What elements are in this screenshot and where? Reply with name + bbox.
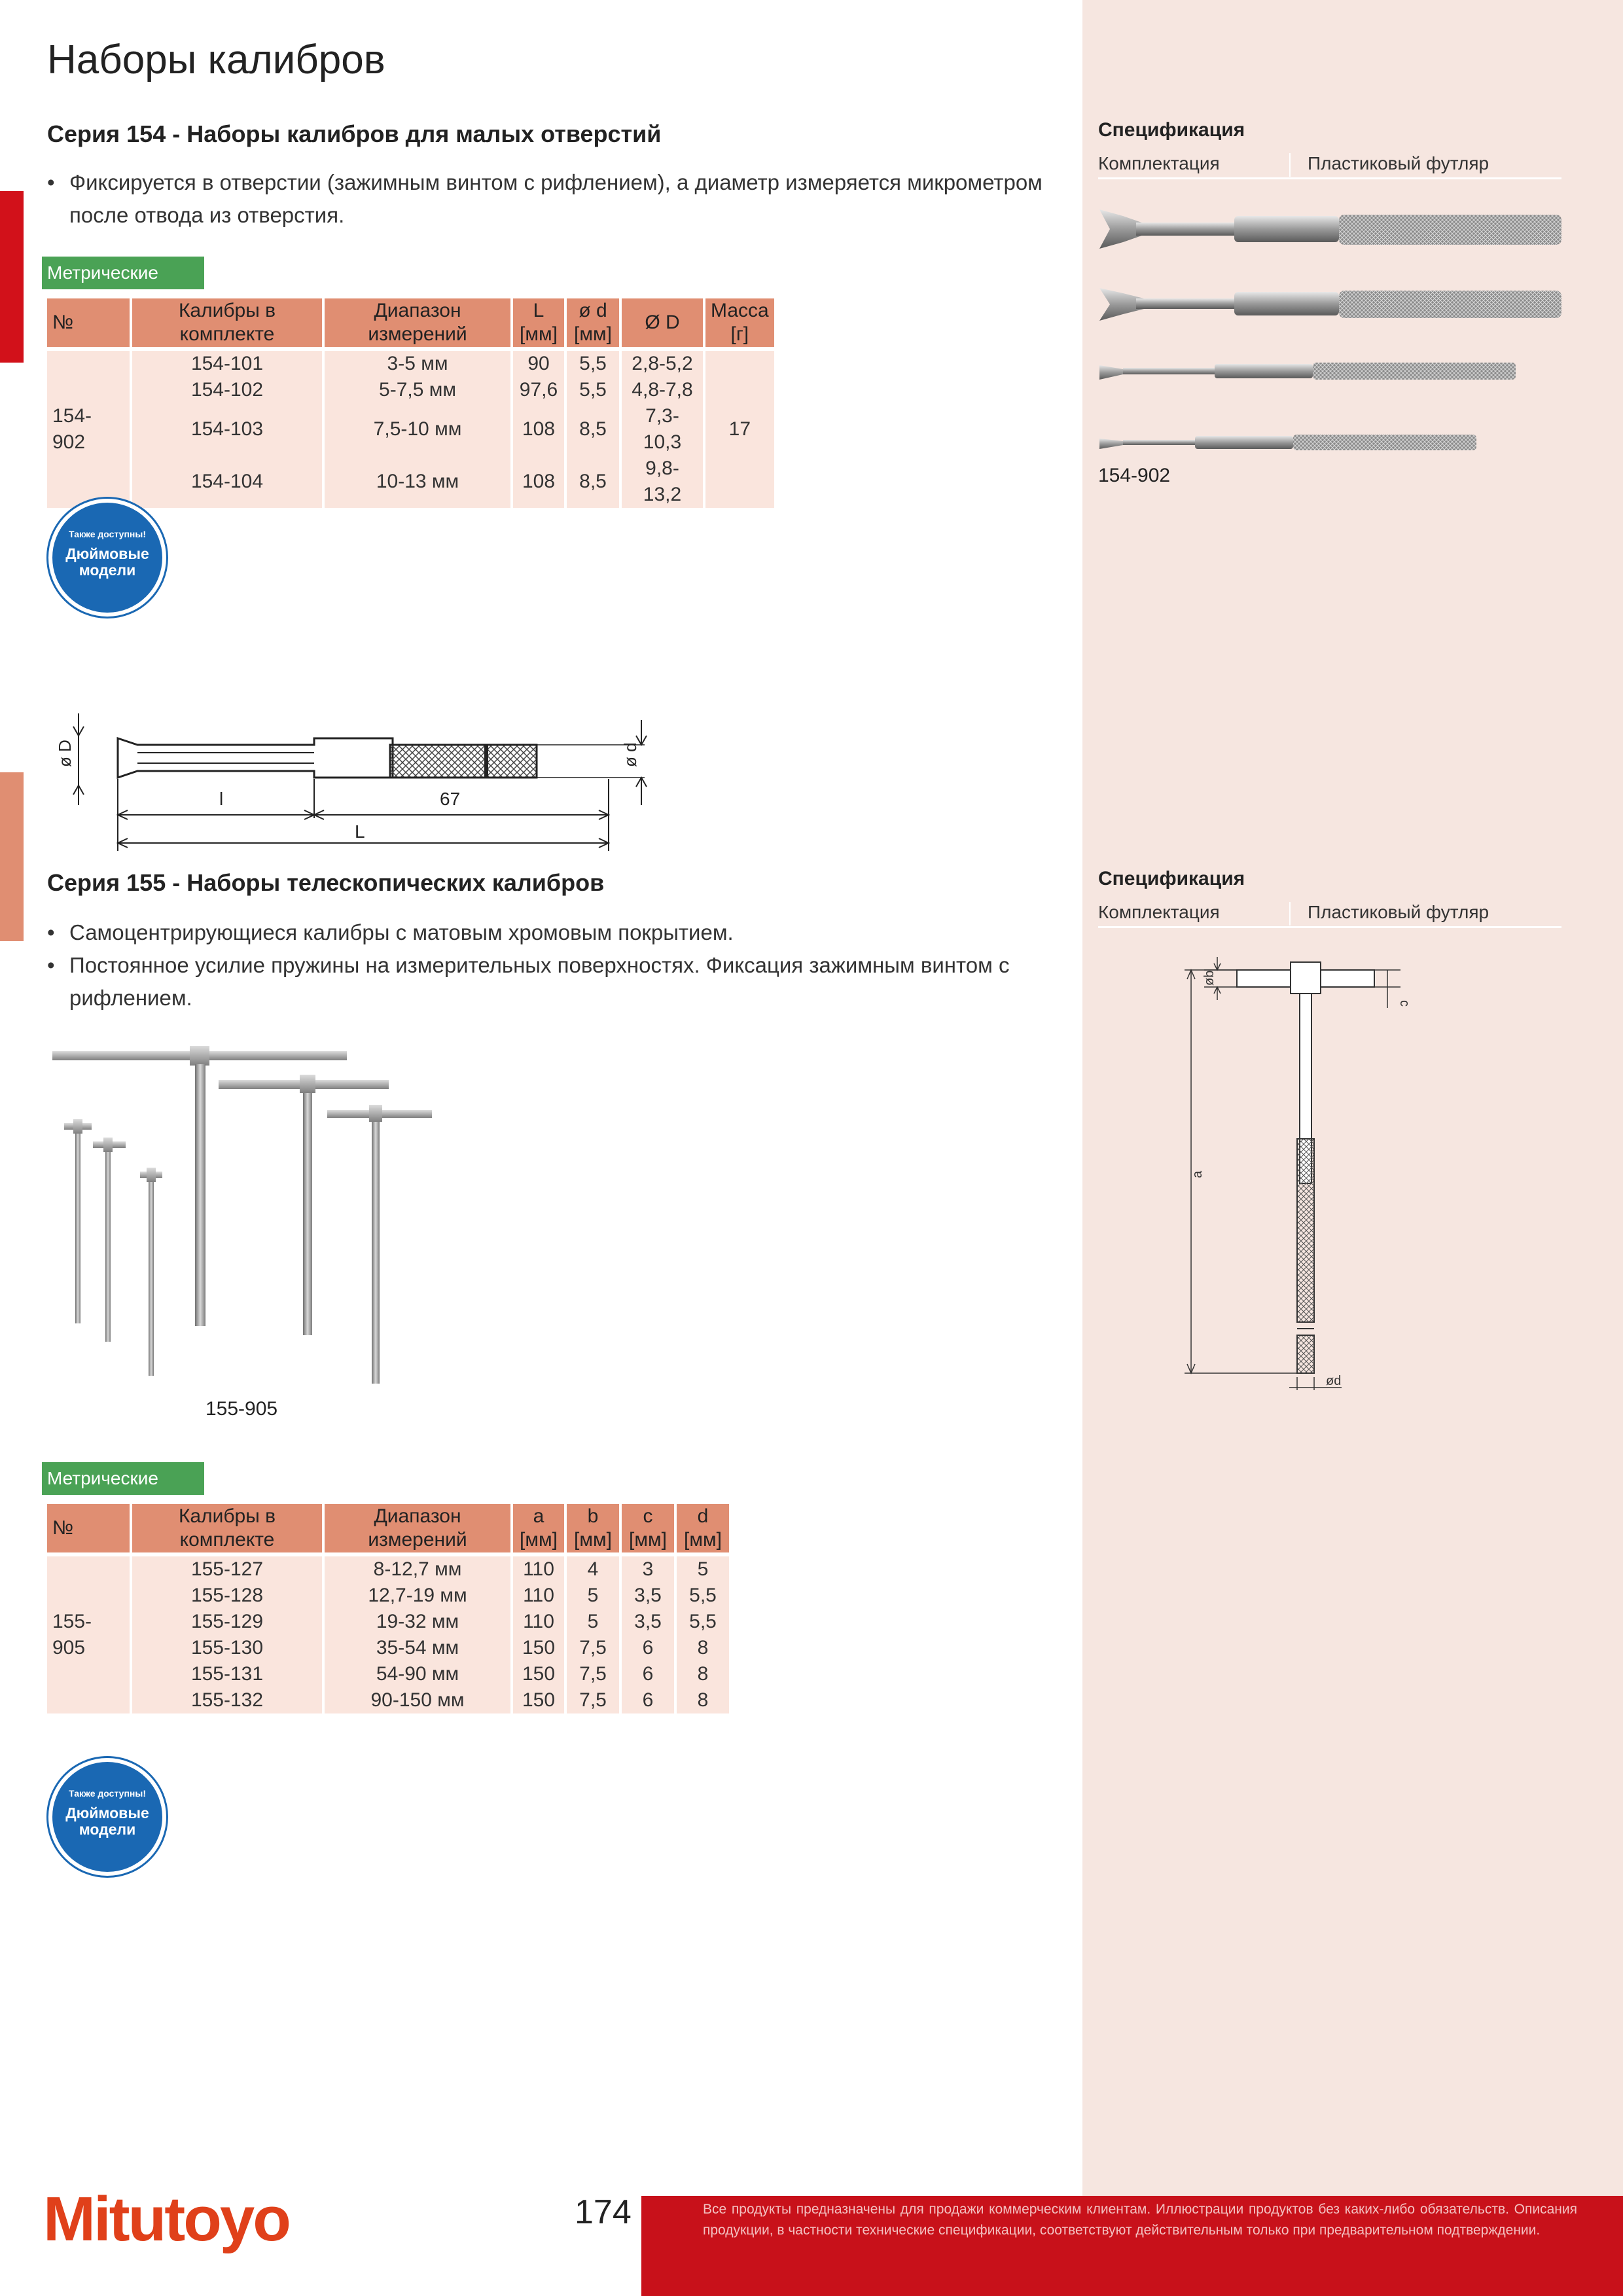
badge-main-text: Дюймовые модели xyxy=(65,545,149,579)
series154-spec-title: Спецификация xyxy=(1098,119,1245,141)
cell-a: 110 xyxy=(513,1583,564,1609)
series154-photo-caption: 154-902 xyxy=(1098,465,1171,486)
inch-models-badge[interactable] xyxy=(48,499,166,617)
cell-gauge: 155-128 xyxy=(132,1583,322,1609)
cell-gauge: 155-129 xyxy=(132,1609,322,1635)
cell-a: 150 xyxy=(513,1635,564,1661)
spec-value: Пластиковый футляр xyxy=(1308,153,1489,173)
col-header-a: a [мм] xyxy=(513,1504,564,1556)
series155-dimension-diagram xyxy=(1178,956,1427,1401)
spec-key: Комплектация xyxy=(1098,153,1220,173)
cell-L: 108 xyxy=(513,403,564,456)
col-header-c: c [мм] xyxy=(622,1504,674,1556)
label-d: ø d xyxy=(620,742,640,767)
telescoping-gauge-xsmall xyxy=(64,1119,162,1376)
series155-spec-row xyxy=(1098,898,1561,928)
cell-b: 7,5 xyxy=(567,1635,619,1661)
spec-key: Комплектация xyxy=(1098,902,1220,922)
series154-spec-row xyxy=(1098,149,1561,179)
label-b: øb xyxy=(1202,970,1217,986)
gauge-154-101 xyxy=(1099,435,1476,450)
set-number: 155-905 xyxy=(47,1556,130,1713)
cell-range: 35-54 мм xyxy=(325,1635,510,1661)
label-D: ø D xyxy=(55,740,75,767)
cell-mass: 17 xyxy=(705,351,774,508)
cell-range: 54-90 мм xyxy=(325,1661,510,1687)
col-header-L: L [мм] xyxy=(513,298,564,351)
footer-disclaimer: Все продукты предназначены для продажи коммерческим клиентам. Иллюстрации продуктов без каких-либо обязательств. Описания продукции, в частности технические спецификации, соответствуют действительным только при предварительном подтверждении. xyxy=(703,2202,1577,2238)
col-header-gauges: Калибры в комплекте xyxy=(132,298,322,351)
cell-b: 7,5 xyxy=(567,1687,619,1713)
cell-range: 19-32 мм xyxy=(325,1609,510,1635)
table-header-row xyxy=(47,1504,729,1556)
col-header-b: b [мм] xyxy=(567,1504,619,1556)
table-row xyxy=(47,1556,729,1583)
cell-gauge: 154-104 xyxy=(132,456,322,508)
series155-bullets xyxy=(47,916,1055,1014)
set-number: 154-902 xyxy=(47,351,130,508)
cell-range: 12,7-19 мм xyxy=(325,1583,510,1609)
series155-metric-label: Метрические xyxy=(42,1462,204,1495)
cell-range: 3-5 мм xyxy=(325,351,510,377)
cell-d: 8 xyxy=(677,1687,729,1713)
cell-c: 3,5 xyxy=(622,1583,674,1609)
spec-separator xyxy=(1289,902,1291,925)
cell-range: 90-150 мм xyxy=(325,1687,510,1713)
cell-range: 7,5-10 мм xyxy=(325,403,510,456)
col-header-no: № xyxy=(47,1504,130,1556)
cell-d: 8,5 xyxy=(567,456,619,508)
series154-table xyxy=(45,298,777,508)
series155-heading: Серия 155 - Наборы телескопических калибров xyxy=(47,869,605,896)
cell-c: 6 xyxy=(622,1635,674,1661)
cell-d: 5,5 xyxy=(677,1609,729,1635)
table-row xyxy=(47,351,774,377)
series154-heading: Серия 154 - Наборы калибров для малых отверстий xyxy=(47,120,662,147)
series155-spec-title: Спецификация xyxy=(1098,868,1245,889)
table-row xyxy=(47,403,774,456)
cell-gauge: 155-130 xyxy=(132,1635,322,1661)
cell-c: 6 xyxy=(622,1687,674,1713)
spec-value: Пластиковый футляр xyxy=(1308,902,1489,922)
knurled-handle-drawing xyxy=(390,745,537,778)
col-header-range: Диапазон измерений xyxy=(325,1504,510,1556)
cell-d: 8,5 xyxy=(567,403,619,456)
series155-telescoping-gauges-photo xyxy=(46,1041,452,1394)
cell-d: 5,5 xyxy=(567,351,619,377)
col-header-mass: Масса [г] xyxy=(705,298,774,351)
knurled-handle-drawing xyxy=(1297,1139,1314,1322)
label-c: c xyxy=(1397,1000,1412,1007)
cell-gauge: 155-131 xyxy=(132,1661,322,1687)
cell-a: 110 xyxy=(513,1609,564,1635)
cell-a: 110 xyxy=(513,1556,564,1583)
table-header-row xyxy=(47,298,774,351)
cell-D: 4,8-7,8 xyxy=(622,377,703,403)
cell-range: 10-13 мм xyxy=(325,456,510,508)
cell-a: 150 xyxy=(513,1661,564,1687)
cell-d: 5 xyxy=(677,1556,729,1583)
cell-b: 5 xyxy=(567,1609,619,1635)
series155-bullet: • Самоцентрирующиеся калибры с матовым хромовым покрытием. xyxy=(47,916,1055,949)
series154-dimension-diagram xyxy=(52,707,668,864)
cell-d: 5,5 xyxy=(677,1583,729,1609)
cell-range: 5-7,5 мм xyxy=(325,377,510,403)
cell-gauge: 154-102 xyxy=(132,377,322,403)
badge-main-text: Дюймовые модели xyxy=(65,1804,149,1838)
gauge-154-104 xyxy=(1099,209,1561,249)
cell-d: 8 xyxy=(677,1661,729,1687)
table-row xyxy=(47,1583,729,1609)
cell-c: 3 xyxy=(622,1556,674,1583)
table-row xyxy=(47,377,774,403)
table-row xyxy=(47,1609,729,1635)
label-67: 67 xyxy=(440,789,461,809)
series155-table xyxy=(45,1504,732,1713)
cell-b: 5 xyxy=(567,1583,619,1609)
section-marker-salmon xyxy=(0,772,24,941)
mitutoyo-logo: Mitutoyo xyxy=(43,2184,289,2254)
label-d: ød xyxy=(1326,1374,1342,1388)
inch-models-badge[interactable] xyxy=(48,1758,166,1876)
cell-gauge: 154-101 xyxy=(132,351,322,377)
series154-gauge-photo xyxy=(1097,196,1568,471)
table-row xyxy=(47,1687,729,1713)
cell-d: 8 xyxy=(677,1635,729,1661)
series155-bullet: • Постоянное усилие пружины на измерительных поверхностях. Фиксация зажимным винтом с рифлением. xyxy=(47,949,1055,1014)
gauge-154-102 xyxy=(1099,363,1516,380)
cell-c: 6 xyxy=(622,1661,674,1687)
cell-L: 90 xyxy=(513,351,564,377)
cell-a: 150 xyxy=(513,1687,564,1713)
cell-gauge: 155-132 xyxy=(132,1687,322,1713)
col-header-range: Диапазон измерений xyxy=(325,298,510,351)
gauge-154-103 xyxy=(1099,288,1561,321)
cell-L: 97,6 xyxy=(513,377,564,403)
series155-photo-caption: 155-905 xyxy=(205,1398,278,1420)
cell-d: 5,5 xyxy=(567,377,619,403)
cell-gauge: 155-127 xyxy=(132,1556,322,1583)
cell-D: 9,8-13,2 xyxy=(622,456,703,508)
col-header-D: Ø D xyxy=(622,298,703,351)
col-header-d: d [мм] xyxy=(677,1504,729,1556)
label-a: a xyxy=(1190,1170,1205,1178)
spec-separator xyxy=(1289,153,1291,177)
col-header-gauges: Калибры в комплекте xyxy=(132,1504,322,1556)
badge-top-text: Также доступны! xyxy=(69,1788,146,1799)
page-title: Наборы калибров xyxy=(47,37,385,82)
series154-bullets xyxy=(47,166,1055,232)
col-header-no: № xyxy=(47,298,130,351)
label-l: l xyxy=(219,789,224,809)
cell-D: 2,8-5,2 xyxy=(622,351,703,377)
cell-b: 4 xyxy=(567,1556,619,1583)
table-row xyxy=(47,1635,729,1661)
cell-D: 7,3-10,3 xyxy=(622,403,703,456)
cell-range: 8-12,7 мм xyxy=(325,1556,510,1583)
table-row xyxy=(47,456,774,508)
series154-metric-label: Метрические xyxy=(42,257,204,289)
cell-L: 108 xyxy=(513,456,564,508)
cell-gauge: 154-103 xyxy=(132,403,322,456)
cell-c: 3,5 xyxy=(622,1609,674,1635)
table-row xyxy=(47,1661,729,1687)
cell-b: 7,5 xyxy=(567,1661,619,1687)
section-marker-red xyxy=(0,191,24,363)
col-header-d: ø d [мм] xyxy=(567,298,619,351)
series154-bullet: • Фиксируется в отверстии (зажимным винтом с рифлением), а диаметр измеряется микрометром после отвода из отверстия. xyxy=(47,166,1055,232)
telescoping-gauge-small xyxy=(327,1105,432,1384)
label-L: L xyxy=(355,821,365,842)
page-number: 174 xyxy=(575,2193,632,2231)
badge-top-text: Также доступны! xyxy=(69,529,146,539)
